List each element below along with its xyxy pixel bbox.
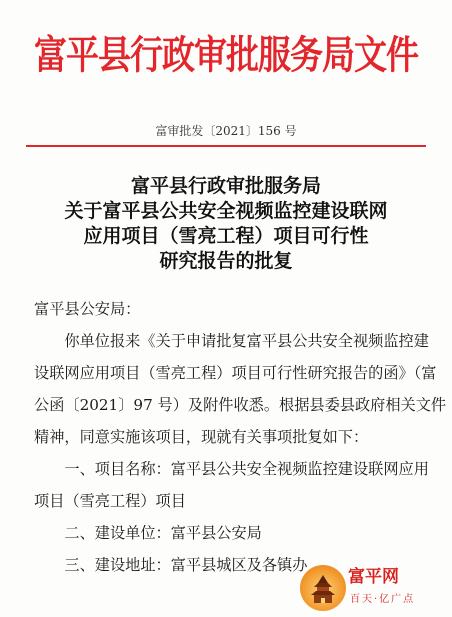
item-project-name: 一、项目名称：富平县公共安全视频监控建设联网应用 [64,460,429,478]
document-title [0,174,452,274]
item-construction-address: 三、建设地址：富平县城区及各镇办 [64,556,308,574]
item-construction-unit: 二、建设单位：富平县公安局 [64,524,262,542]
paragraph-line: 设联网应用项目（雪亮工程）项目可行性研究报告的函》（富 [34,364,437,382]
tower-emblem-icon [300,565,346,611]
masthead-divider [26,145,426,147]
document-masthead: 富平县行政审批服务局文件 [34,32,418,79]
document-number: 富审批发〔2021〕156 号 [155,124,297,138]
paragraph-line: 你单位报来《关于申请批复富平县公共安全视频监控建 [64,332,429,350]
addressee: 富平县公安局： [34,300,141,318]
item-project-name-cont: 项目（雪亮工程）项目 [34,492,186,510]
document-body [34,293,447,581]
watermark-site-name: 富平网 [348,567,399,587]
watermark-tagline: 百天·亿广点 [350,594,416,605]
title-line: 研究报告的批复 [159,250,293,272]
paragraph-line: 精神，同意实施该项目，现就有关事项批复如下： [34,428,369,446]
title-line: 关于富平县公共安全视频监控建设联网 [64,200,388,222]
title-line: 应用项目（雪亮工程）项目可行性 [83,225,369,247]
paragraph-line: 公函〔2021〕97 号）及附件收悉。根据县委县政府相关文件 [34,396,447,414]
title-line: 富平县行政审批服务局 [130,175,321,197]
site-watermark [300,565,422,611]
